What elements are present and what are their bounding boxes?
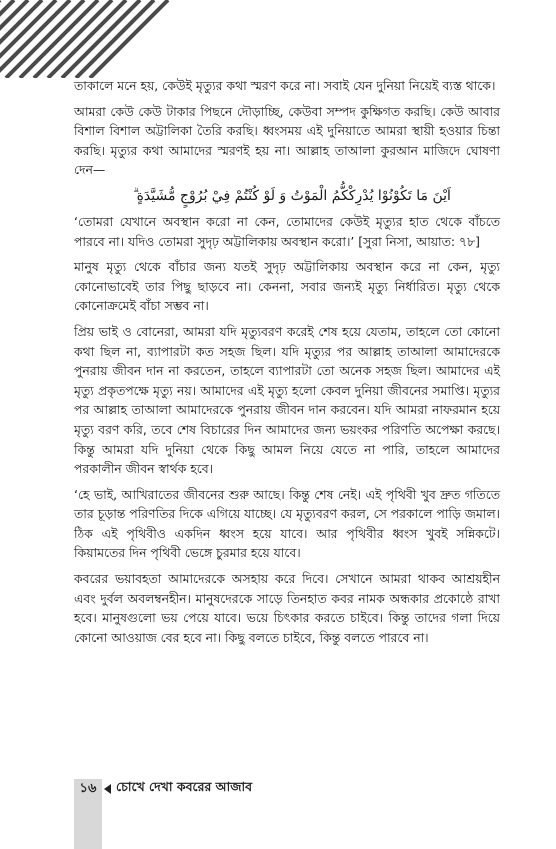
quran-verse: اَيْنَ مَا تَكُوْنُوْا يُدْرِكْكُّمُ الْمَوْتُ وَ لَوْ كُنْتُمْ فِيْ بُرُوْجٍ مُّشَيَّدَةٍ ۗ	[133, 187, 451, 204]
arrow-left-icon	[104, 784, 111, 794]
page-number: ১৬	[79, 780, 97, 796]
paragraph: আমরা কেউ কেউ টাকার পিছনে দৌড়াচ্ছি, কেউবা সম্পদ কুক্ষিগত করছি। কেউ আবার বিশাল বিশাল অট্টালিকা তৈরি করছি। ধ্বংসময় এই দুনিয়াতে আমরা স্থায়ী হওয়ার চিন্তা করছি। মৃত্যুর কথা আমাদের স্মরণই হয় না। আল্লাহ তাআলা কুরআন মাজিদে ঘোষণা দেন—	[74, 103, 500, 178]
paragraph: মানুষ মৃত্যু থেকে বাঁচার জন্য যতই সুদৃঢ় অট্টালিকায় অবস্থান করে না কেন, মৃত্যু কোনোভাবেই তার পিছু ছাড়বে না। কেননা, সবার জন্যই মৃত্যু নির্ধারিত। মৃত্যু থেকে কোনোক্রমেই বাঁচা সম্ভব না।	[74, 259, 500, 314]
paragraph: তাকালে মনে হয়, কেউই মৃত্যুর কথা স্মরণ করে না। সবাই যেন দুনিয়া নিয়েই ব্যস্ত থাকে।	[74, 78, 496, 93]
page-body	[74, 76, 500, 653]
book-title: চোখে দেখা কবরের আজাব	[116, 779, 253, 794]
paragraph: ‘হে ভাই, আখিরাতের জীবনের শুরু আছে। কিন্তু শেষ নেই। এই পৃথিবী খুব দ্রুত গতিতে তার চূড়ান্ত পরিণতির দিকে এগিয়ে যাচ্ছে। যে মৃত্যুবরণ করল, সে পরকালে পাড়ি জমাল। ঠিক এই পৃথিবীও একদিন ধ্বংস হয়ে যাবে। আর পৃথিবীর ধ্বংস খুবই সন্নিকটে। কিয়ামতের দিন পৃথিবী ভেঙ্গে চুরমার হয়ে যাবে।	[74, 486, 500, 561]
paragraph: কবরের ভয়াবহতা আমাদেরকে অসহায় করে দিবে। সেখানে আমরা থাকব আশ্রয়হীন এবং দুর্বল অবলম্বনহীন। মানুষদেরকে সাড়ে তিনহাত কবর নামক অন্ধকার প্রকোষ্ঠে রাখা হবে। মানুষগুলো ভয় পেয়ে যাবে। ভয়ে চিৎকার করতে চাইবে। কিন্তু তাদের গলা দিয়ে কোনো আওয়াজ বের হবে না। কিছু বলতে চাইবে, কিন্তু বলতে পারবে না।	[74, 571, 500, 645]
paragraph: প্রিয় ভাই ও বোনেরা, আমরা যদি মৃত্যুবরণ করেই শেষ হয়ে যেতাম, তাহলে তো কোনো কথা ছিল না, ব্যাপারটা কত সহজ ছিল। যদি মৃত্যুর পর আল্লাহ তাআলা আমাদেরকে পুনরায় জীবন দান না করতেন, তাহলে ব্যাপারটা তো অনেক সহজ ছিল। আমাদের এই মৃত্যু প্রকৃতপক্ষে মৃত্যু নয়। আমাদের এই মৃত্যু হলো কেবল দুনিয়া জীবনের সমাপ্তি। মৃত্যুর পর আল্লাহ তাআলা আমাদেরকে পুনরায় জীবন দান করবেন। যদি আমরা নাফরমান হয়ে মৃত্যু বরণ করি, তবে শেষ বিচারের দিন আমাদের জন্য ভয়ংকর পরিণতি অপেক্ষা করছে। কিন্তু আমরা যদি দুনিয়া থেকে কিছু আমল নিয়ে যেতে না পারি, তাহলে আমাদের পরকালীন জীবন স্বার্থক হবে।	[74, 323, 500, 477]
corner-stripes-decoration	[0, 0, 170, 78]
page-footer	[74, 779, 252, 799]
verse-translation: ‘তোমরা যেখানে অবস্থান করো না কেন, তোমাদের কেউই মৃত্যুর হাত থেকে বাঁচতে পারবে না। যদিও তোমরা সুদৃঢ় অট্টালিকায় অবস্থান করো।’ [সুরা নিসা, আয়াত: ৭৮]	[74, 213, 500, 249]
